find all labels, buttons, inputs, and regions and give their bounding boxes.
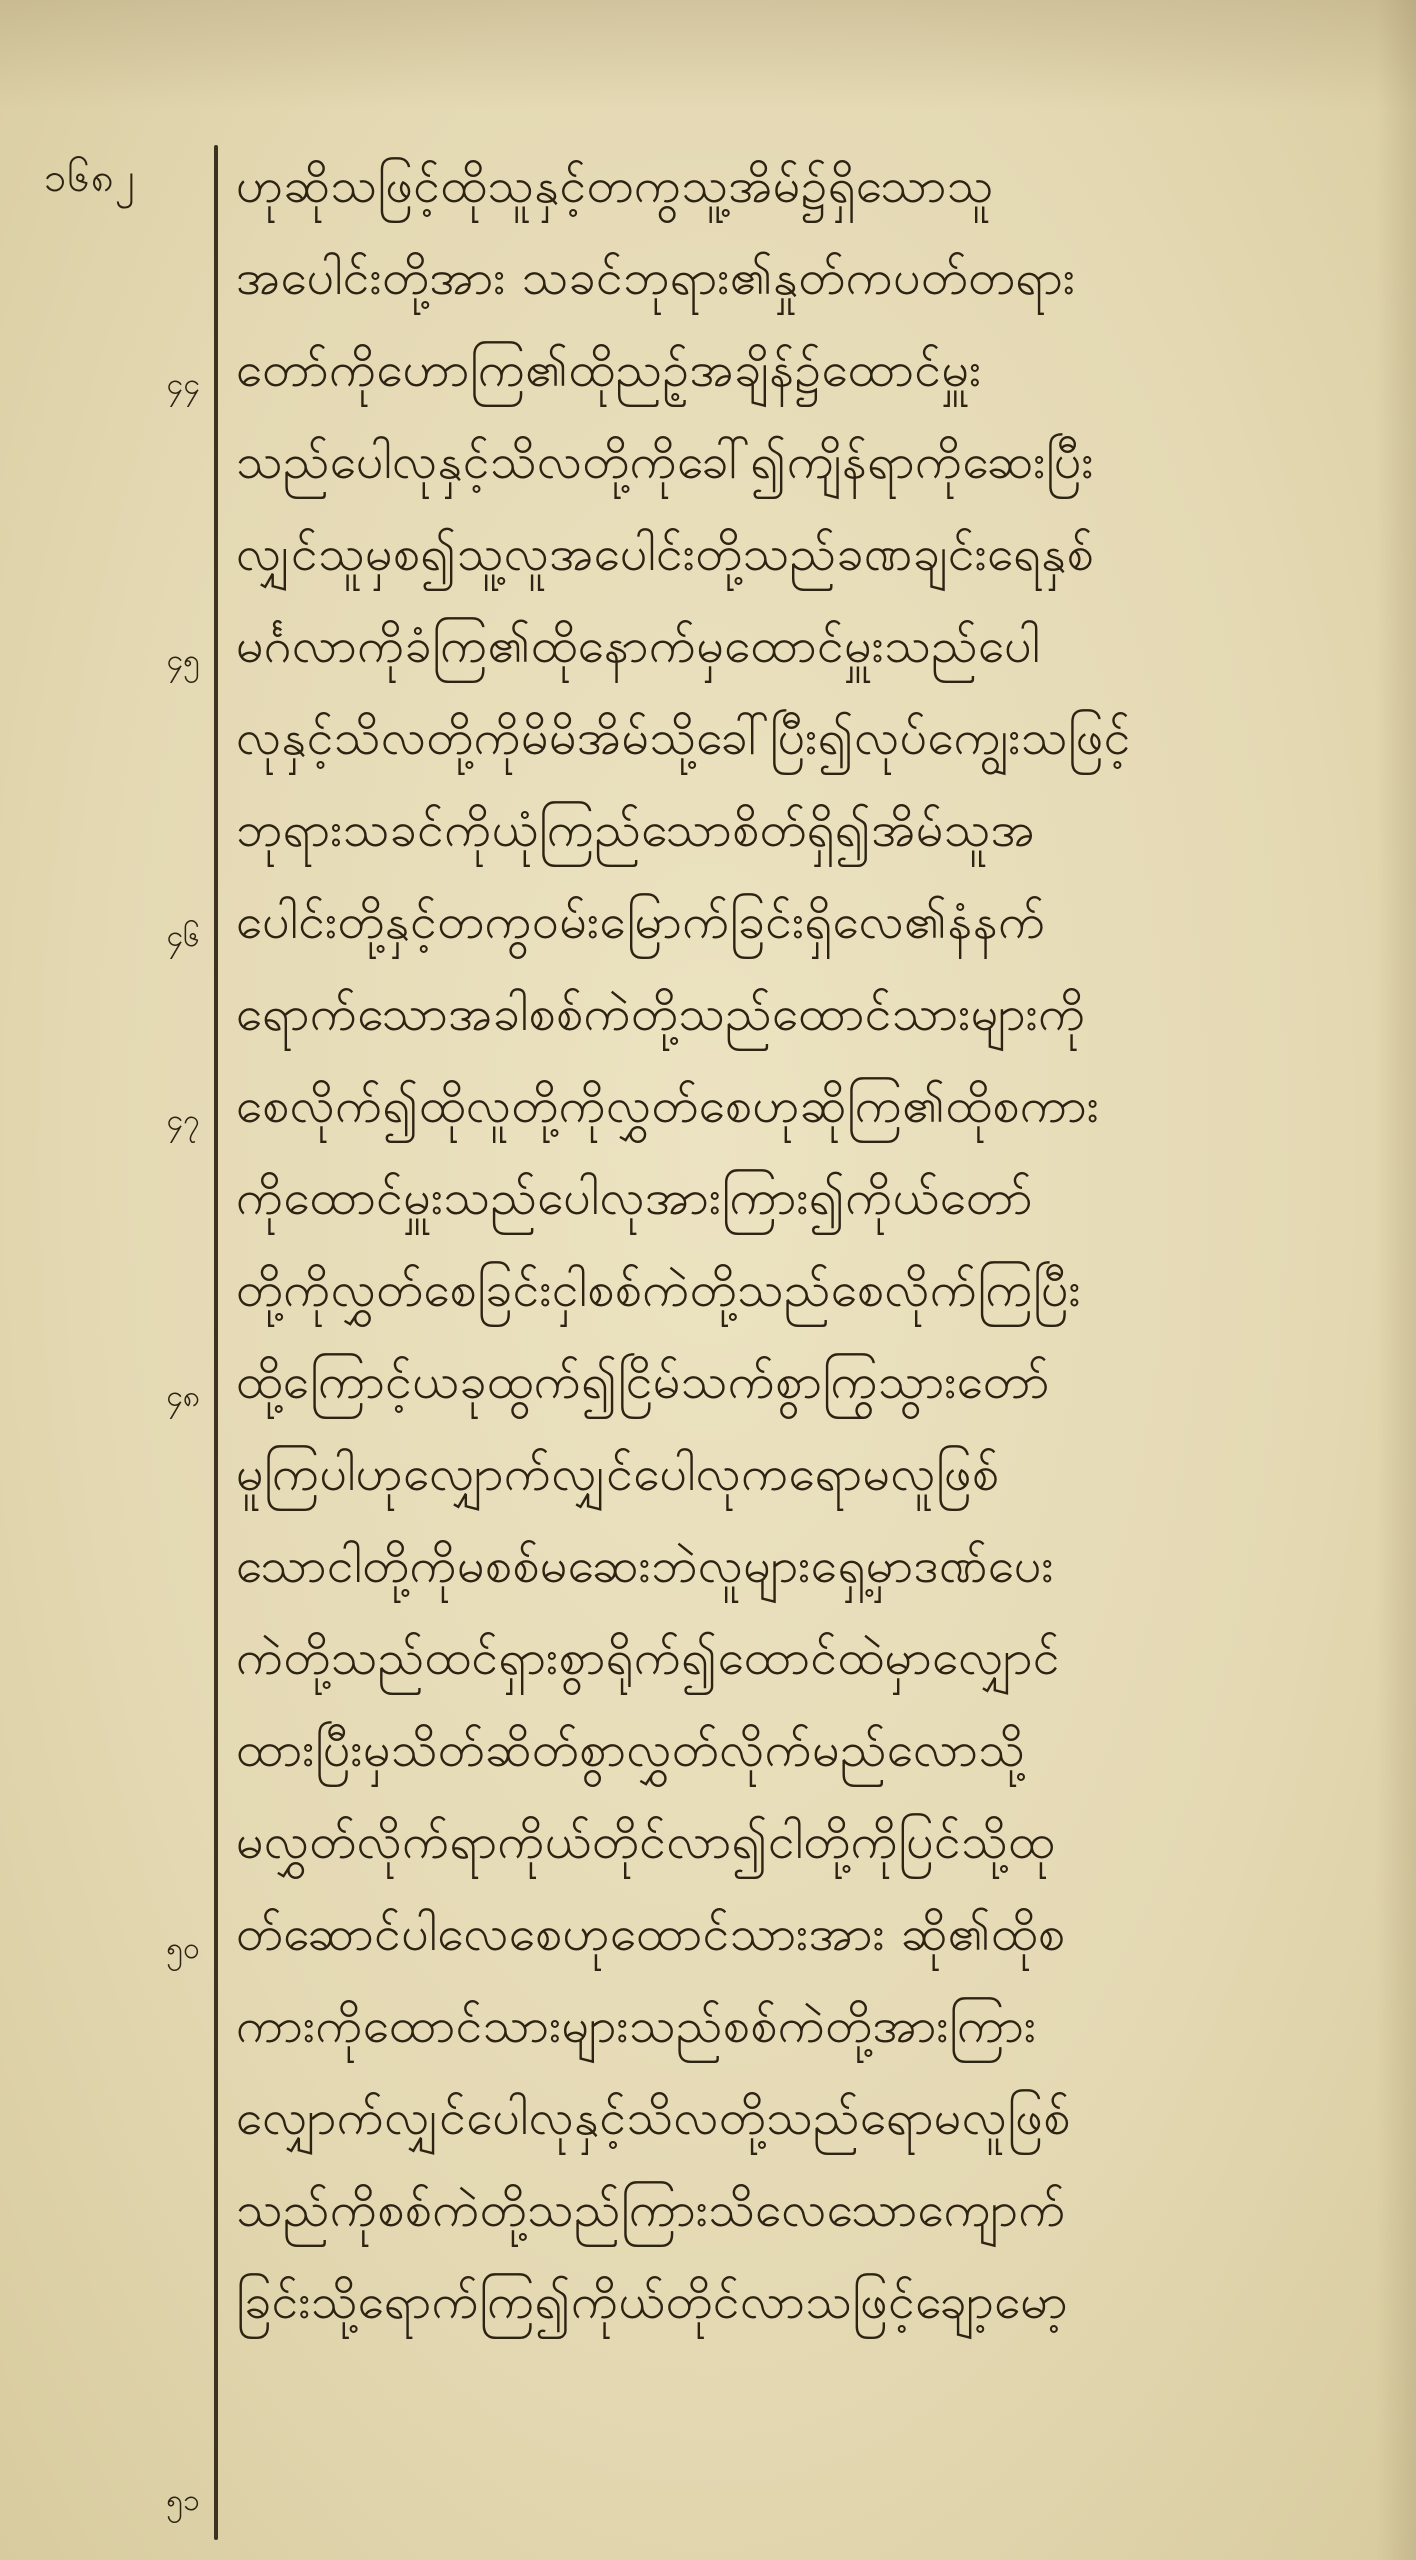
verse-number: ၄၆ [166, 919, 200, 954]
text-line: သည်ကိုစစ်ကဲတို့သည်ကြားသိလေသောကျောက် [236, 2182, 1066, 2238]
page-number: ၁၆၈၂ [44, 155, 136, 201]
verse-number: ၅၁ [166, 2483, 200, 2518]
text-line: ရောက်သောအခါစစ်ကဲတို့သည်ထောင်သားများကို [236, 986, 1086, 1042]
text-line: လုနှင့်သိလတို့ကိုမိမိအိမ်သို့ခေါ်ပြီး၍လုပ်ကျွေးသဖြင့် [236, 710, 1131, 766]
text-line: ကဲတို့သည်ထင်ရှားစွာရိုက်၍ထောင်ထဲမှာလျှောင် [236, 1630, 1060, 1686]
text-line: ဘုရားသခင်ကိုယုံကြည်သောစိတ်ရှိ၍အိမ်သူအ [236, 802, 1036, 858]
text-line: စေလိုက်၍ထိုလူတို့ကိုလွှတ်စေဟုဆိုကြ၏ထိုစကား [236, 1078, 1100, 1134]
text-line: တို့ကိုလွှတ်စေခြင်းငှါစစ်ကဲတို့သည်စေလိုက်ကြပြီး [236, 1262, 1081, 1318]
text-line: သောငါတို့ကိုမစစ်မဆေးဘဲလူများရှေ့မှာဒဏ်ပေး [236, 1538, 1054, 1594]
text-line: ခြင်းသို့ရောက်ကြ၍ကိုယ်တိုင်လာသဖြင့်ချော့မော့ [236, 2274, 1068, 2330]
text-line: ကားကိုထောင်သားများသည်စစ်ကဲတို့အားကြား [236, 1998, 1037, 2054]
verse-number: ၄၇ [166, 1103, 200, 1138]
text-line: ဟုဆိုသဖြင့်ထိုသူနှင့်တကွသူ့အိမ်၌ရှိသောသူ [236, 158, 994, 214]
text-line: မလွှတ်လိုက်ရာကိုယ်တိုင်လာ၍ငါတို့ကိုပြင်သို့ထု [236, 1814, 1055, 1870]
text-line: အပေါင်းတို့အား သခင်ဘုရား၏နှုတ်ကပတ်တရား [236, 250, 1076, 306]
text-line: မူကြပါဟုလျှောက်လျှင်ပေါလုကရောမလူဖြစ် [236, 1446, 1000, 1502]
text-line: ပေါင်းတို့နှင့်တကွဝမ်းမြောက်ခြင်းရှိလေ၏နံနက် [236, 894, 1046, 950]
verse-number: ၄၄ [166, 367, 200, 402]
verse-number: ၅၀ [166, 1931, 200, 1966]
text-line: သည်ပေါလုနှင့်သိလတို့ကိုခေါ်၍ကျိန်ရာကိုဆေးပြီး [236, 434, 1094, 490]
text-line: ထို့ကြောင့်ယခုထွက်၍ငြိမ်သက်စွာကြွသွားတော် [236, 1354, 1050, 1410]
margin-rule [214, 145, 218, 2540]
page-right-edge [1376, 0, 1416, 2560]
text-line: ထားပြီးမှသိတ်ဆိတ်စွာလွှတ်လိုက်မည်လောသို့ [236, 1722, 1026, 1778]
verse-number: ၄၅ [166, 643, 200, 678]
text-line: တ်ဆောင်ပါလေစေဟုထောင်သားအား ဆို၏ထိုစ [236, 1906, 1066, 1962]
page-top-shadow [0, 0, 1416, 110]
text-line: တော်ကိုဟောကြ၏ထိုညဥ့်အချိန်၌ထောင်မှူး [236, 342, 982, 398]
text-line: လျှင်သူမှစ၍သူ့လူအပေါင်းတို့သည်ခဏချင်းရေနှစ် [236, 526, 1095, 582]
text-line: မင်္ဂလာကိုခံကြ၏ထိုနောက်မှထောင်မှူးသည်ပေါ [236, 618, 1041, 674]
text-line: လျှောက်လျှင်ပေါလုနှင့်သိလတို့သည်ရောမလူဖြစ် [236, 2090, 1071, 2146]
verse-number: ၄၈ [165, 1379, 200, 1414]
text-line: ကိုထောင်မှူးသည်ပေါလုအားကြား၍ကိုယ်တော် [236, 1170, 1033, 1226]
body-text [236, 140, 1376, 2348]
